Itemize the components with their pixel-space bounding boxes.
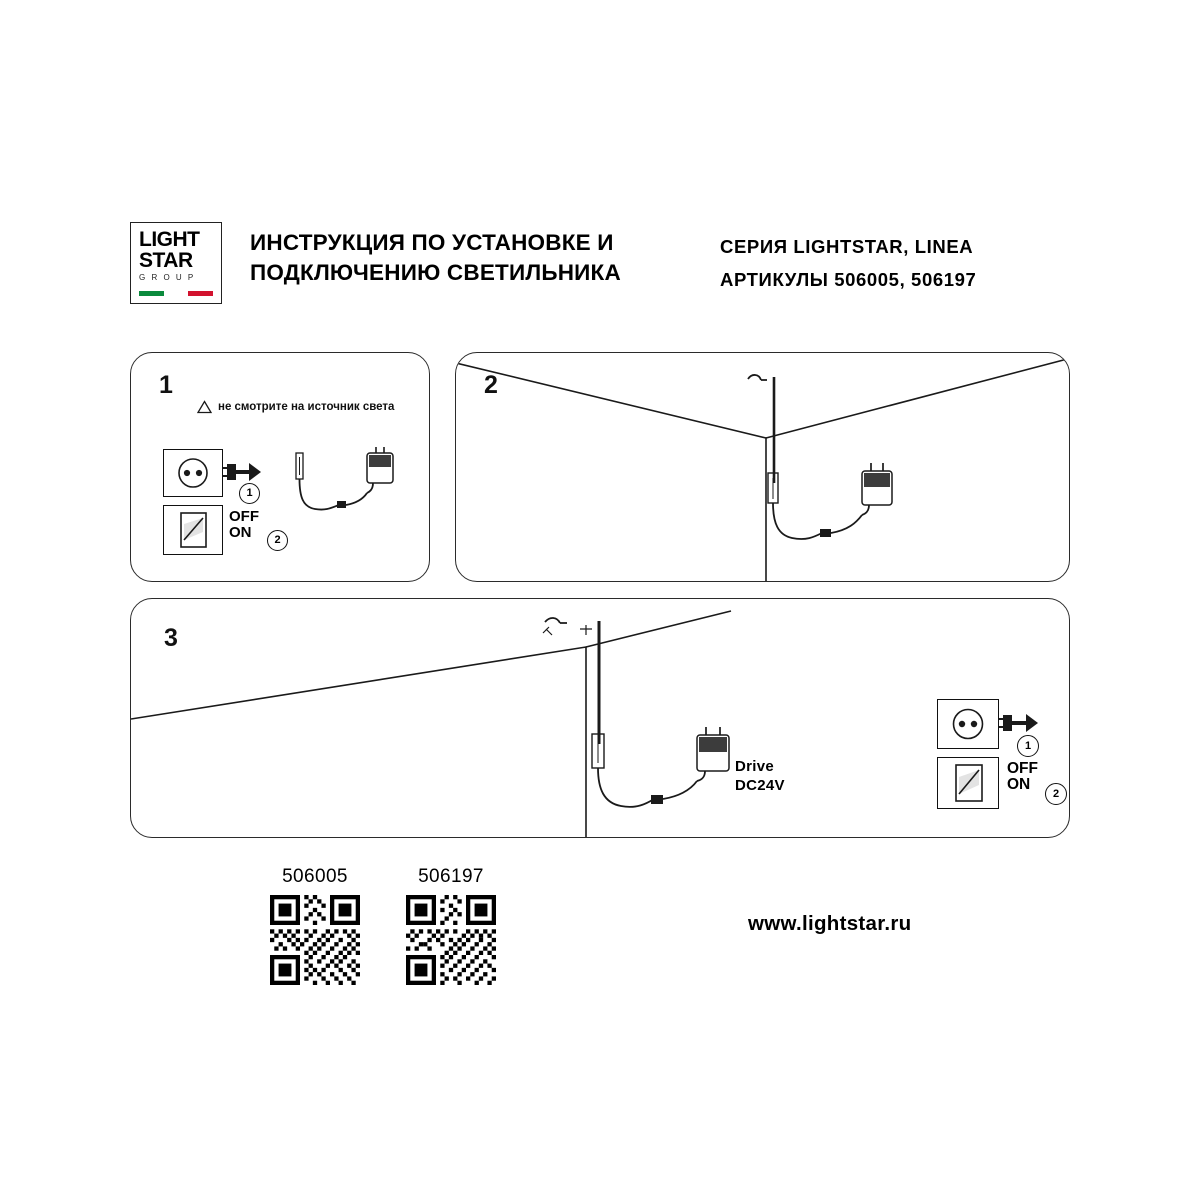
socket-cell (163, 449, 223, 497)
step-3-switch-badge: 2 (1045, 783, 1067, 805)
step-1-panel (130, 352, 430, 582)
switch-cell (163, 505, 223, 555)
website-url[interactable]: www.lightstar.ru (748, 912, 912, 935)
rocker-switch-icon (164, 506, 222, 554)
logo-line-2: STAR (139, 249, 193, 272)
qr-code-506005 (270, 895, 360, 985)
step-1-switch-badge: 2 (267, 530, 288, 551)
step-3-on-label: ON (1007, 776, 1031, 794)
page-title: ИНСТРУКЦИЯ ПО УСТАНОВКЕ И ПОДКЛЮЧЕНИЮ СВЕТИЛЬНИКА (250, 230, 621, 285)
step-1-socket-badge: 1 (239, 483, 260, 504)
step-2-wall-diagram (456, 353, 1070, 582)
product-code-item (386, 866, 516, 985)
step-3-off-label: OFF (1007, 760, 1038, 777)
product-code-label: 506005 (282, 866, 348, 887)
step-1-warning-text: не смотрите на источник света (218, 401, 395, 413)
socket-icon (164, 450, 222, 496)
drive-label (735, 757, 785, 795)
rocker-switch-icon (938, 758, 998, 808)
step-1-warning (197, 400, 394, 414)
drive-label-line-2: DC24V (735, 777, 785, 794)
step-3-socket-badge: 1 (1017, 735, 1039, 757)
product-code-item (250, 866, 380, 985)
product-code-label: 506197 (418, 866, 484, 887)
step-3-control-block (937, 699, 1060, 811)
step-1-off-label: OFF (229, 508, 259, 525)
socket-icon (938, 700, 998, 748)
step-1-number: 1 (159, 371, 173, 399)
header (130, 222, 1070, 312)
qr-code-506197 (406, 895, 496, 985)
step-1-fixture-diagram (281, 445, 421, 560)
lightstar-logo (130, 222, 222, 304)
warning-triangle-icon (197, 400, 212, 414)
step-1-control-block (163, 449, 281, 555)
series-line-1: СЕРИЯ LIGHTSTAR, LINEA (720, 236, 974, 257)
step-3-switch-labels (1007, 761, 1038, 794)
step-2-panel (455, 352, 1070, 582)
step-3-wall-diagram (131, 599, 1070, 838)
logo-line-1: LIGHT (139, 228, 200, 251)
series-info (720, 230, 1080, 296)
step-3-panel (130, 598, 1070, 838)
italian-flag-icon (139, 291, 213, 296)
socket-cell (937, 699, 999, 749)
step-3-number: 3 (164, 624, 178, 652)
series-line-2: АРТИКУЛЫ 506005, 506197 (720, 269, 977, 290)
step-2-number: 2 (484, 371, 498, 399)
logo-line-3: G R O U P (139, 273, 196, 282)
switch-cell (937, 757, 999, 809)
step-1-on-label: ON (229, 523, 252, 541)
drive-label-line-1: Drive (735, 758, 775, 775)
step-1-switch-labels (229, 509, 259, 541)
